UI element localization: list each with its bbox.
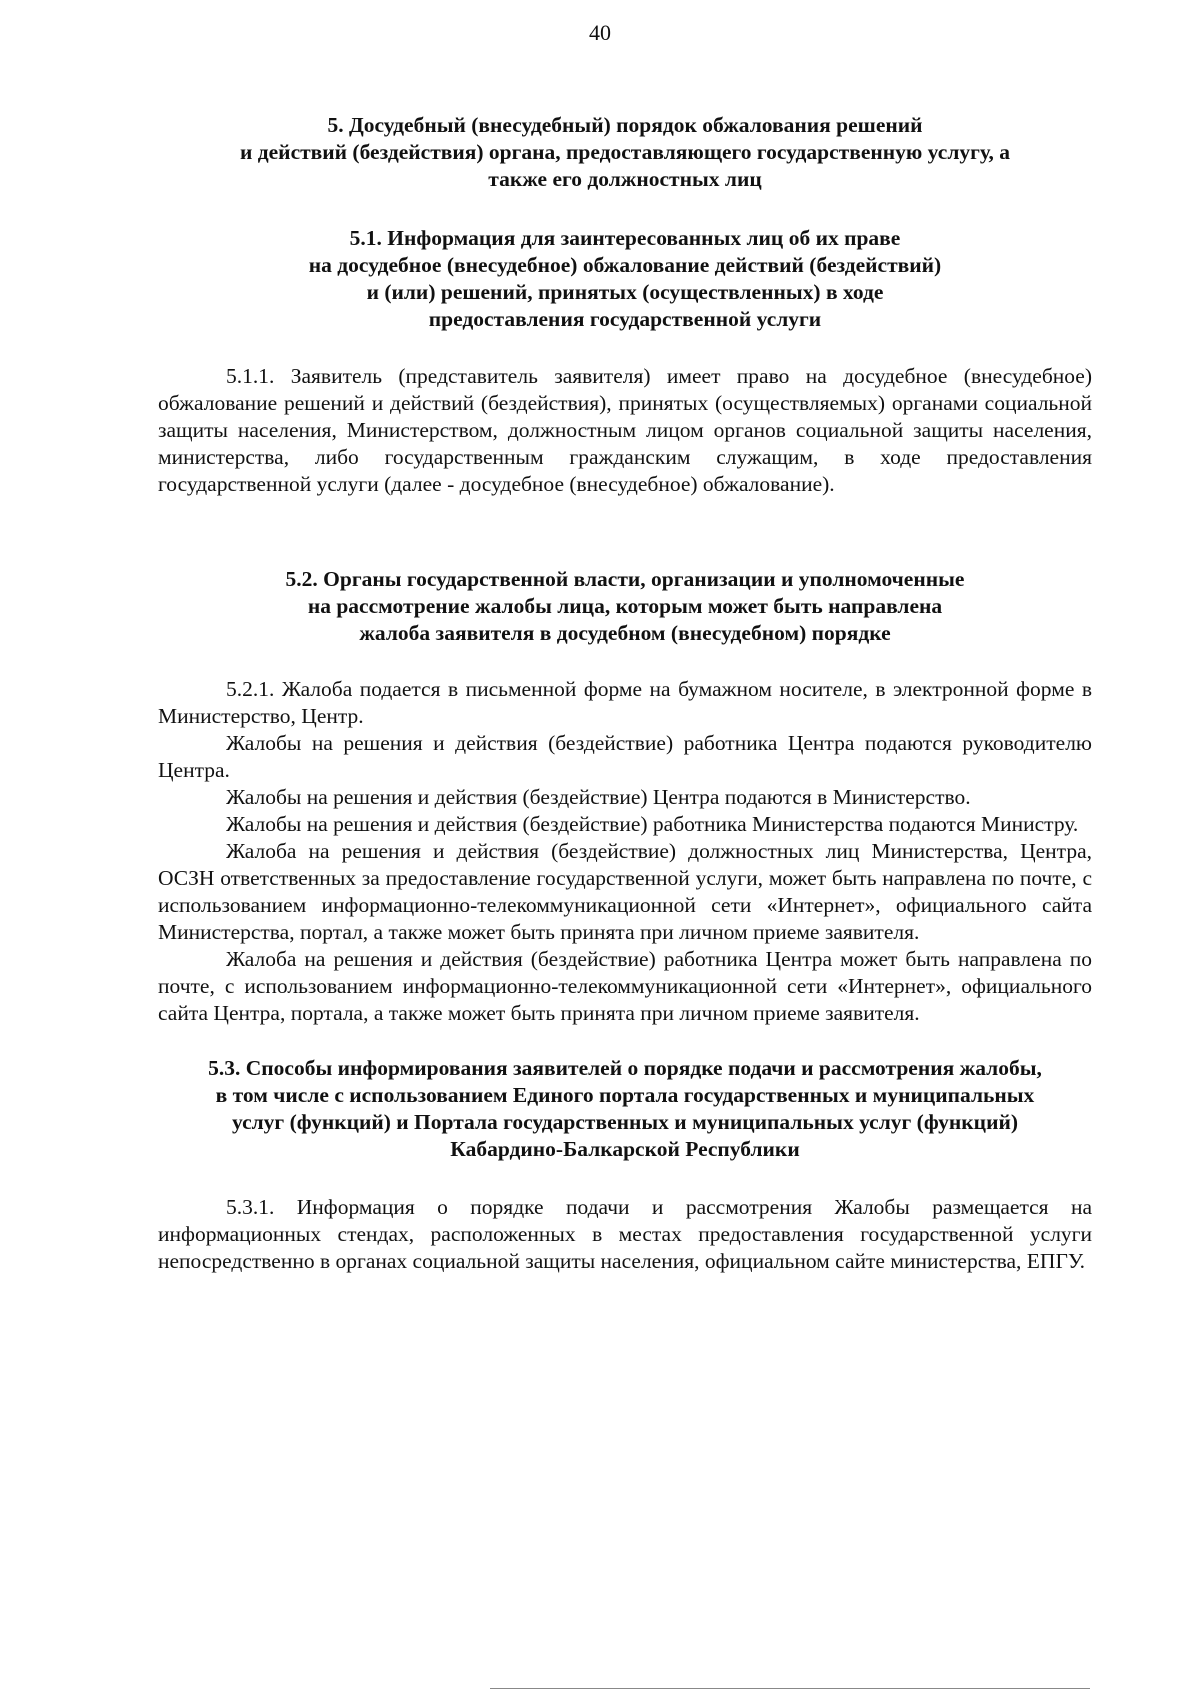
paragraph-5-3-1: 5.3.1. Информация о порядке подачи и рассмотрения Жалобы размещается на информационных стендах, расположенных в местах предоставления государственной услуги непосредственно в органах социальной защиты населения, официальном сайте министерства, ЕПГУ. xyxy=(158,1195,1092,1273)
heading-line: и действий (бездействия) органа, предоставляющего государственную услугу, а xyxy=(240,140,1010,164)
heading-line: 5.2. Органы государственной власти, организации и уполномоченные xyxy=(285,567,965,591)
heading-line: в том числе с использованием Единого портала государственных и муниципальных xyxy=(215,1083,1035,1107)
heading-line: также его должностных лиц xyxy=(488,167,762,191)
paragraph: Жалобы на решения и действия (бездействие) Центра подаются в Министерство. xyxy=(226,785,971,809)
heading-line: 5. Досудебный (внесудебный) порядок обжалования решений xyxy=(327,113,923,137)
page-number: 40 xyxy=(589,20,611,45)
section-5-heading xyxy=(158,112,1092,193)
section-5-3-heading xyxy=(158,1055,1092,1163)
heading-line: Кабардино-Балкарской Республики xyxy=(450,1137,800,1161)
heading-line: 5.1. Информация для заинтересованных лиц об их праве xyxy=(349,226,901,250)
document-body xyxy=(158,112,1092,1275)
paragraph-5-2-1: 5.2.1. Жалоба подается в письменной форме на бумажном носителе, в электронной форме в Министерство, Центр. xyxy=(158,677,1092,728)
paragraph: Жалобы на решения и действия (бездействие) работника Министерства подаются Министру. xyxy=(226,812,1079,836)
paragraph: Жалобы на решения и действия (бездействие) работника Центра подаются руководителю Центра. xyxy=(158,731,1092,782)
heading-line: на досудебное (внесудебное) обжалование действий (бездействий) xyxy=(308,253,942,277)
heading-line: 5.3. Способы информирования заявителей о порядке подачи и рассмотрения жалобы, xyxy=(208,1056,1042,1080)
heading-line: и (или) решений, принятых (осуществленных) в ходе xyxy=(366,280,884,304)
heading-line: предоставления государственной услуги xyxy=(428,307,822,331)
section-5-1-heading xyxy=(158,225,1092,333)
footer-rule xyxy=(490,1688,1090,1689)
heading-line: на рассмотрение жалобы лица, которым может быть направлена xyxy=(307,594,943,618)
heading-line: услуг (функций) и Портала государственных и муниципальных услуг (функций) xyxy=(231,1110,1019,1134)
section-5-2-heading xyxy=(158,566,1092,647)
paragraph: Жалоба на решения и действия (бездействие) должностных лиц Министерства, Центра, ОСЗН ответственных за предоставление государственной услуги, может быть направлена по почте, с использованием информационно-телекоммуникационной сети «Интернет», официального сайта Министерства, портал, а также может быть принята при личном приеме заявителя. xyxy=(158,839,1092,944)
paragraph: Жалоба на решения и действия (бездействие) работника Центра может быть направлена по почте, с использованием информационно-телекоммуникационной сети «Интернет», официального сайта Центра, портала, а также может быть принята при личном приеме заявителя. xyxy=(158,947,1092,1025)
heading-line: жалоба заявителя в досудебном (внесудебном) порядке xyxy=(359,621,891,645)
paragraph-5-1-1: 5.1.1. Заявитель (представитель заявителя) имеет право на досудебное (внесудебное) обжалование решений и действий (бездействия), принятых (осуществляемых) органами социальной защиты населения, Министерством, должностным лицом органов социальной защиты населения, министерства, либо государственным гражданским служащим, в ходе предоставления государственной услуги (далее - досудебное (внесудебное) обжалование). xyxy=(158,364,1092,496)
